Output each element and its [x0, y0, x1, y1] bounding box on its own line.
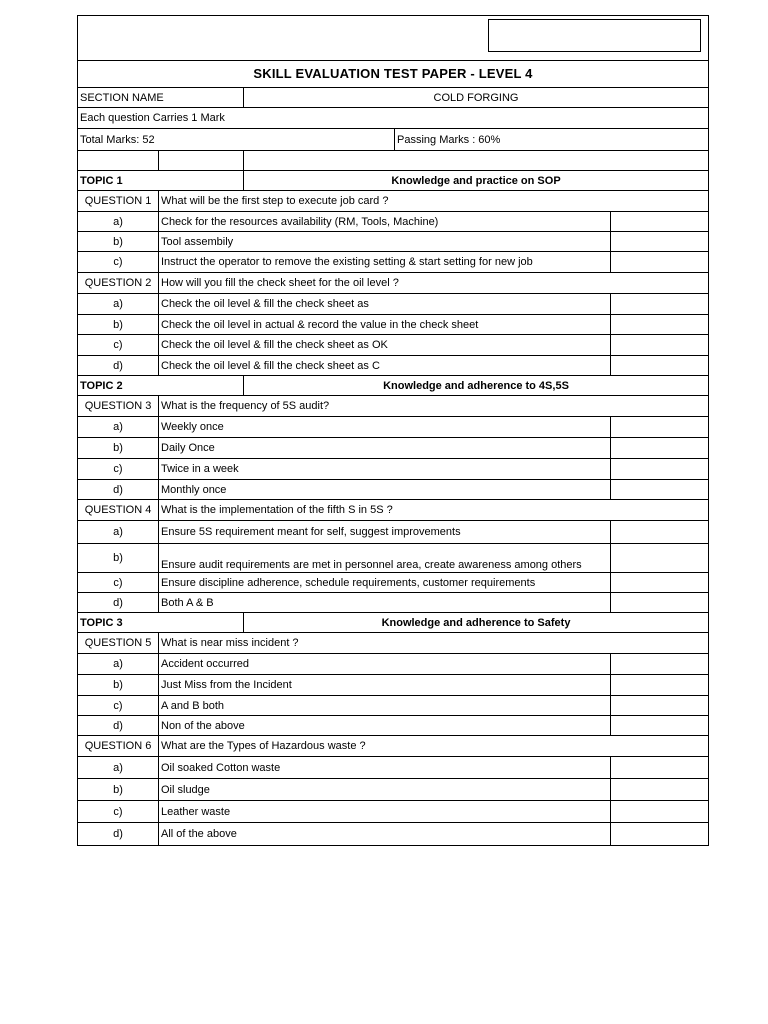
answer-cell[interactable]: [611, 823, 708, 845]
section-row: [78, 88, 708, 108]
answer-cell[interactable]: [611, 544, 708, 572]
option-row: [78, 417, 708, 438]
option-text: Tool assembily: [161, 235, 234, 248]
answer-cell[interactable]: [611, 438, 708, 458]
page-title: SKILL EVALUATION TEST PAPER - LEVEL 4: [253, 66, 533, 81]
option-text: Check the oil level & fill the check sheet as: [161, 298, 369, 310]
option-row: [78, 801, 708, 823]
answer-cell[interactable]: [611, 459, 708, 479]
option-row: [78, 654, 708, 675]
topics-container: [78, 171, 708, 845]
option-text: Just Miss from the Incident: [161, 679, 292, 691]
option-text: Check for the resources availability (RM, Tools, Machine): [161, 215, 439, 228]
answer-cell[interactable]: [611, 573, 708, 592]
option-key: c): [113, 699, 123, 712]
question-text: What will be the first step to execute job card ?: [161, 195, 389, 207]
question-text: How will you fill the check sheet for the oil level ?: [161, 277, 399, 289]
question-row: [78, 500, 708, 521]
option-text: Monthly once: [161, 483, 227, 496]
answer-cell[interactable]: [611, 716, 708, 735]
option-key: c): [113, 805, 123, 818]
option-row: [78, 716, 708, 736]
question-row: [78, 396, 708, 417]
option-text: Non of the above: [161, 719, 245, 732]
option-row: [78, 521, 708, 544]
option-text: Instruct the operator to remove the existing setting & start setting for new job: [161, 256, 533, 268]
topic-title: Knowledge and adherence to 4S,5S: [383, 379, 569, 392]
answer-cell[interactable]: [611, 757, 708, 778]
question-label: QUESTION 3: [84, 400, 152, 412]
topic-row: [78, 171, 708, 191]
option-row: [78, 335, 708, 356]
topic-label: TOPIC 1: [80, 174, 123, 187]
option-row: [78, 480, 708, 500]
test-paper-sheet: [77, 15, 709, 846]
question-text: What are the Types of Hazardous waste ?: [161, 740, 366, 752]
option-key: d): [113, 719, 123, 732]
topic-title: Knowledge and adherence to Safety: [381, 616, 571, 629]
section-name-label: SECTION NAME: [80, 91, 164, 104]
option-key: b): [113, 783, 123, 796]
option-key: b): [113, 235, 123, 248]
option-row: [78, 356, 708, 376]
question-label: QUESTION 6: [84, 740, 152, 752]
option-row: [78, 438, 708, 459]
option-text: A and B both: [161, 699, 224, 712]
option-text: Oil sludge: [161, 783, 210, 796]
option-text: Check the oil level in actual & record the value in the check sheet: [161, 318, 479, 331]
question-row: [78, 736, 708, 757]
answer-cell[interactable]: [611, 521, 708, 543]
total-marks: Total Marks: 52: [80, 133, 155, 146]
question-label: QUESTION 1: [84, 195, 152, 207]
option-key: c): [113, 339, 123, 351]
option-text: Ensure 5S requirement meant for self, suggest improvements: [161, 526, 461, 538]
question-row: [78, 273, 708, 294]
answer-cell[interactable]: [611, 417, 708, 437]
option-key: c): [113, 256, 123, 268]
option-text: Leather waste: [161, 805, 231, 818]
topic-title: Knowledge and practice on SOP: [391, 174, 561, 187]
question-row: [78, 191, 708, 212]
title-row: [78, 61, 708, 88]
option-text: All of the above: [161, 828, 237, 840]
option-row: [78, 294, 708, 315]
option-key: c): [113, 576, 123, 589]
answer-cell[interactable]: [611, 696, 708, 715]
question-label: QUESTION 4: [84, 504, 152, 516]
header-logo-row: [78, 16, 708, 61]
answer-cell[interactable]: [611, 801, 708, 822]
question-row: [78, 633, 708, 654]
option-text: Both A & B: [161, 596, 214, 609]
option-key: d): [113, 828, 123, 840]
option-key: b): [113, 318, 123, 331]
question-text: What is the frequency of 5S audit?: [161, 400, 330, 412]
answer-cell[interactable]: [611, 480, 708, 499]
option-row: [78, 252, 708, 273]
option-row: [78, 757, 708, 779]
question-text: What is the implementation of the fifth S in 5S ?: [161, 504, 393, 516]
option-row: [78, 779, 708, 801]
blank-row: [78, 151, 708, 171]
option-key: b): [113, 442, 123, 454]
option-key: a): [113, 526, 123, 538]
option-key: d): [113, 359, 123, 372]
option-key: a): [113, 298, 123, 310]
question-label: QUESTION 5: [84, 637, 152, 649]
answer-cell[interactable]: [611, 315, 708, 334]
answer-cell[interactable]: [611, 294, 708, 314]
option-key: a): [113, 761, 123, 774]
option-text: Oil soaked Cotton waste: [161, 761, 281, 774]
option-key: b): [113, 552, 123, 564]
option-row: [78, 544, 708, 573]
option-key: a): [113, 421, 123, 433]
answer-cell[interactable]: [611, 232, 708, 251]
logo-placeholder-box: [488, 19, 701, 52]
option-text: Daily Once: [161, 442, 215, 454]
answer-cell[interactable]: [611, 654, 708, 674]
answer-cell[interactable]: [611, 593, 708, 612]
option-text: Weekly once: [161, 421, 224, 433]
answer-cell[interactable]: [611, 356, 708, 375]
section-name-value: COLD FORGING: [433, 91, 519, 104]
option-text: Check the oil level & fill the check sheet as C: [161, 359, 380, 372]
option-row: [78, 696, 708, 716]
option-text: Accident occurred: [161, 658, 250, 670]
marks-note: Each question Carries 1 Mark: [80, 112, 225, 124]
passing-marks: Passing Marks : 60%: [397, 133, 501, 146]
option-row: [78, 459, 708, 480]
option-key: b): [113, 679, 123, 691]
option-row: [78, 675, 708, 696]
option-key: d): [113, 483, 123, 496]
question-label: QUESTION 2: [84, 277, 152, 289]
marks-row: [78, 129, 708, 151]
question-text: What is near miss incident ?: [161, 637, 299, 649]
option-key: d): [113, 596, 123, 609]
option-row: [78, 212, 708, 232]
topic-row: [78, 376, 708, 396]
answer-cell[interactable]: [611, 252, 708, 272]
option-key: a): [113, 215, 123, 228]
option-key: c): [113, 463, 123, 475]
answer-cell[interactable]: [611, 212, 708, 231]
marks-note-row: [78, 108, 708, 129]
answer-cell[interactable]: [611, 675, 708, 695]
option-text: Check the oil level & fill the check sheet as OK: [161, 339, 388, 351]
topic-row: [78, 613, 708, 633]
answer-cell[interactable]: [611, 335, 708, 355]
option-row: [78, 593, 708, 613]
option-key: a): [113, 658, 123, 670]
option-row: [78, 573, 708, 593]
option-text: Ensure audit requirements are met in personnel area, create awareness among others: [161, 559, 582, 571]
option-row: [78, 232, 708, 252]
option-text: Twice in a week: [161, 463, 239, 475]
option-row: [78, 823, 708, 845]
topic-label: TOPIC 2: [80, 379, 123, 392]
option-row: [78, 315, 708, 335]
answer-cell[interactable]: [611, 779, 708, 800]
option-text: Ensure discipline adherence, schedule requirements, customer requirements: [161, 576, 536, 589]
topic-label: TOPIC 3: [80, 616, 123, 629]
